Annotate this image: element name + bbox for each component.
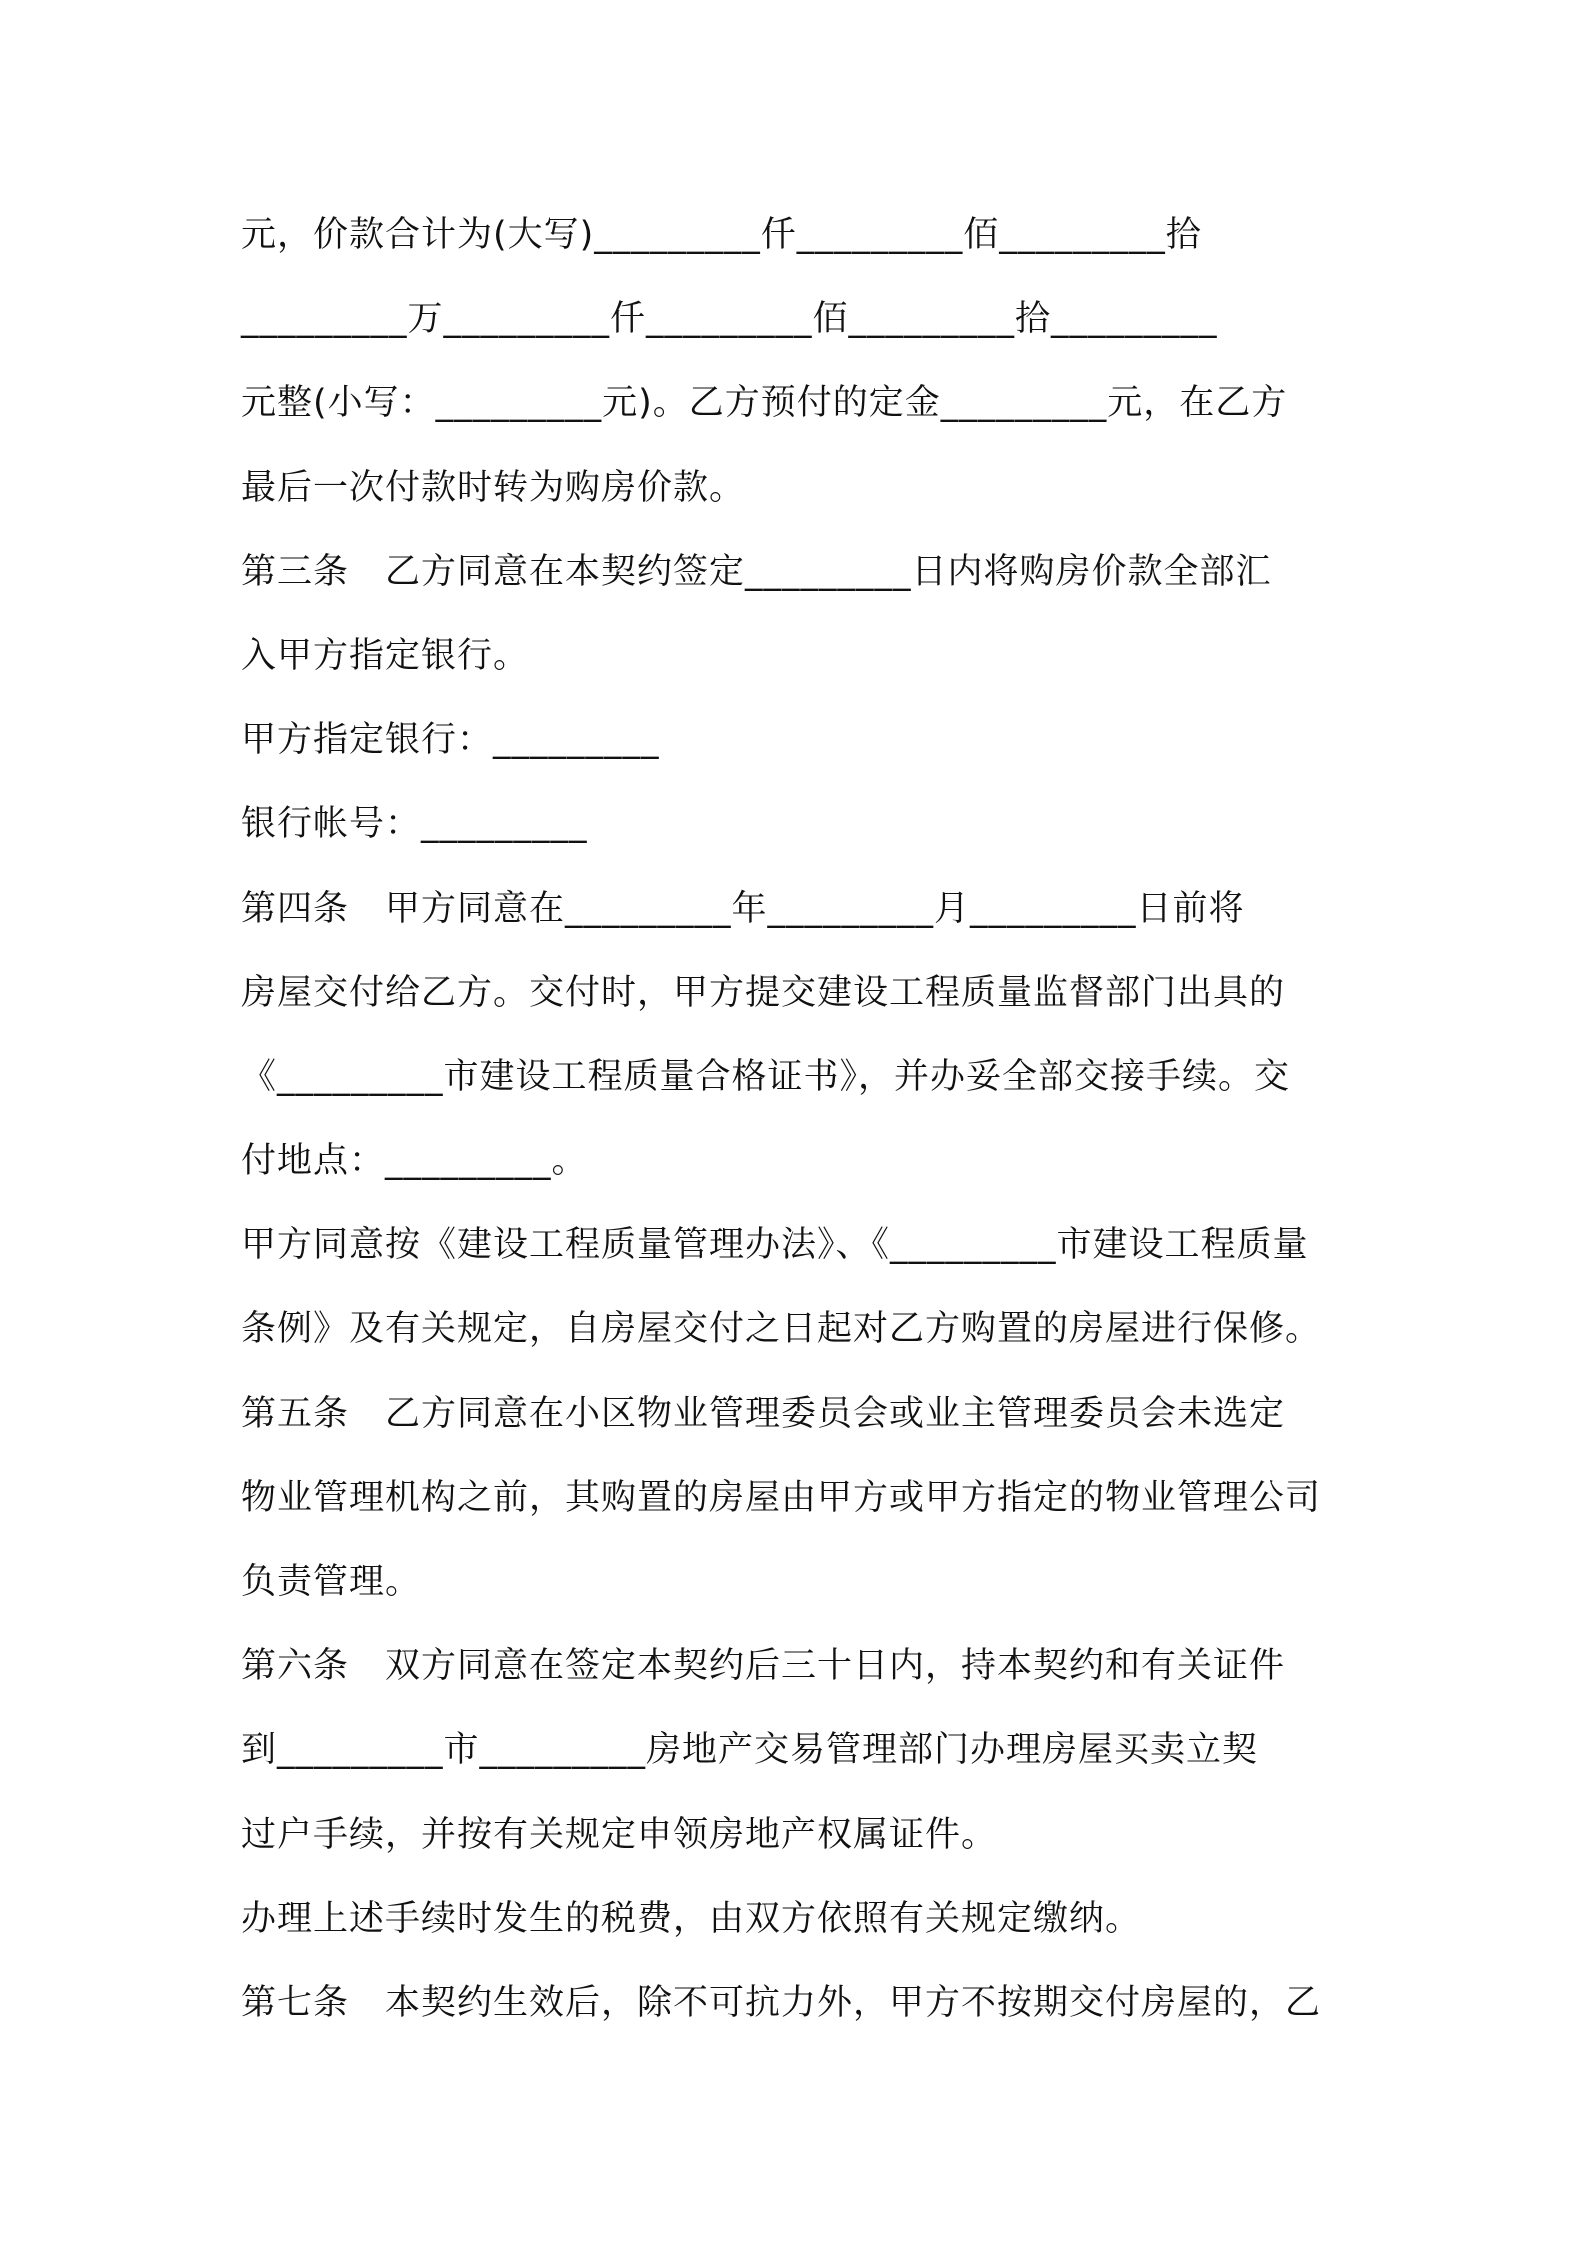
text-line: 条例》及有关规定，自房屋交付之日起对乙方购置的房屋进行保修。 bbox=[241, 1309, 1322, 1350]
bank-account-line: 银行帐号：_________ bbox=[241, 804, 588, 845]
article-5-line: 第五条 乙方同意在小区物业管理委员会或业主管理委员会未选定 bbox=[241, 1393, 1286, 1434]
text-line: 过户手续，并按有关规定申领房地产权属证件。 bbox=[241, 1814, 998, 1855]
text-line: 房屋交付给乙方。交付时，甲方提交建设工程质量监督部门出具的 bbox=[241, 972, 1286, 1013]
article-3-line: 第三条 乙方同意在本契约签定_________日内将购房价款全部汇 bbox=[241, 551, 1272, 592]
text-line: 付地点：_________。 bbox=[241, 1141, 588, 1182]
text-line: 《_________市建设工程质量合格证书》，并办妥全部交接手续。交 bbox=[241, 1056, 1291, 1097]
text-line: 到_________市_________房地产交易管理部门办理房屋买卖立契 bbox=[241, 1730, 1259, 1771]
article-4-line: 第四条 甲方同意在_________年_________月_________日前将 bbox=[241, 888, 1245, 929]
text-line: 元，价款合计为(大写)_________仟_________佰_________拾 bbox=[241, 215, 1202, 255]
text-line: 甲方同意按《建设工程质量管理办法》、《_________市建设工程质量 bbox=[241, 1225, 1309, 1266]
article-6-line: 第六条 双方同意在签定本契约后三十日内，持本契约和有关证件 bbox=[241, 1646, 1286, 1687]
bank-name-line: 甲方指定银行：_________ bbox=[241, 720, 660, 761]
text-line: 最后一次付款时转为购房价款。 bbox=[241, 467, 746, 508]
document-body bbox=[241, 193, 1361, 2045]
article-7-line: 第七条 本契约生效后，除不可抗力外，甲方不按期交付房屋的，乙 bbox=[241, 1982, 1322, 2023]
text-line: 元整(小写：_________元)。乙方预付的定金_________元，在乙方 bbox=[241, 383, 1288, 424]
text-line: 办理上述手续时发生的税费，由双方依照有关规定缴纳。 bbox=[241, 1898, 1142, 1939]
text-line: _________万_________仟_________佰_________拾_________ bbox=[241, 299, 1218, 340]
text-line: 物业管理机构之前，其购置的房屋由甲方或甲方指定的物业管理公司 bbox=[241, 1477, 1322, 1518]
text-line: 负责管理。 bbox=[241, 1562, 422, 1602]
text-line: 入甲方指定银行。 bbox=[241, 635, 530, 676]
